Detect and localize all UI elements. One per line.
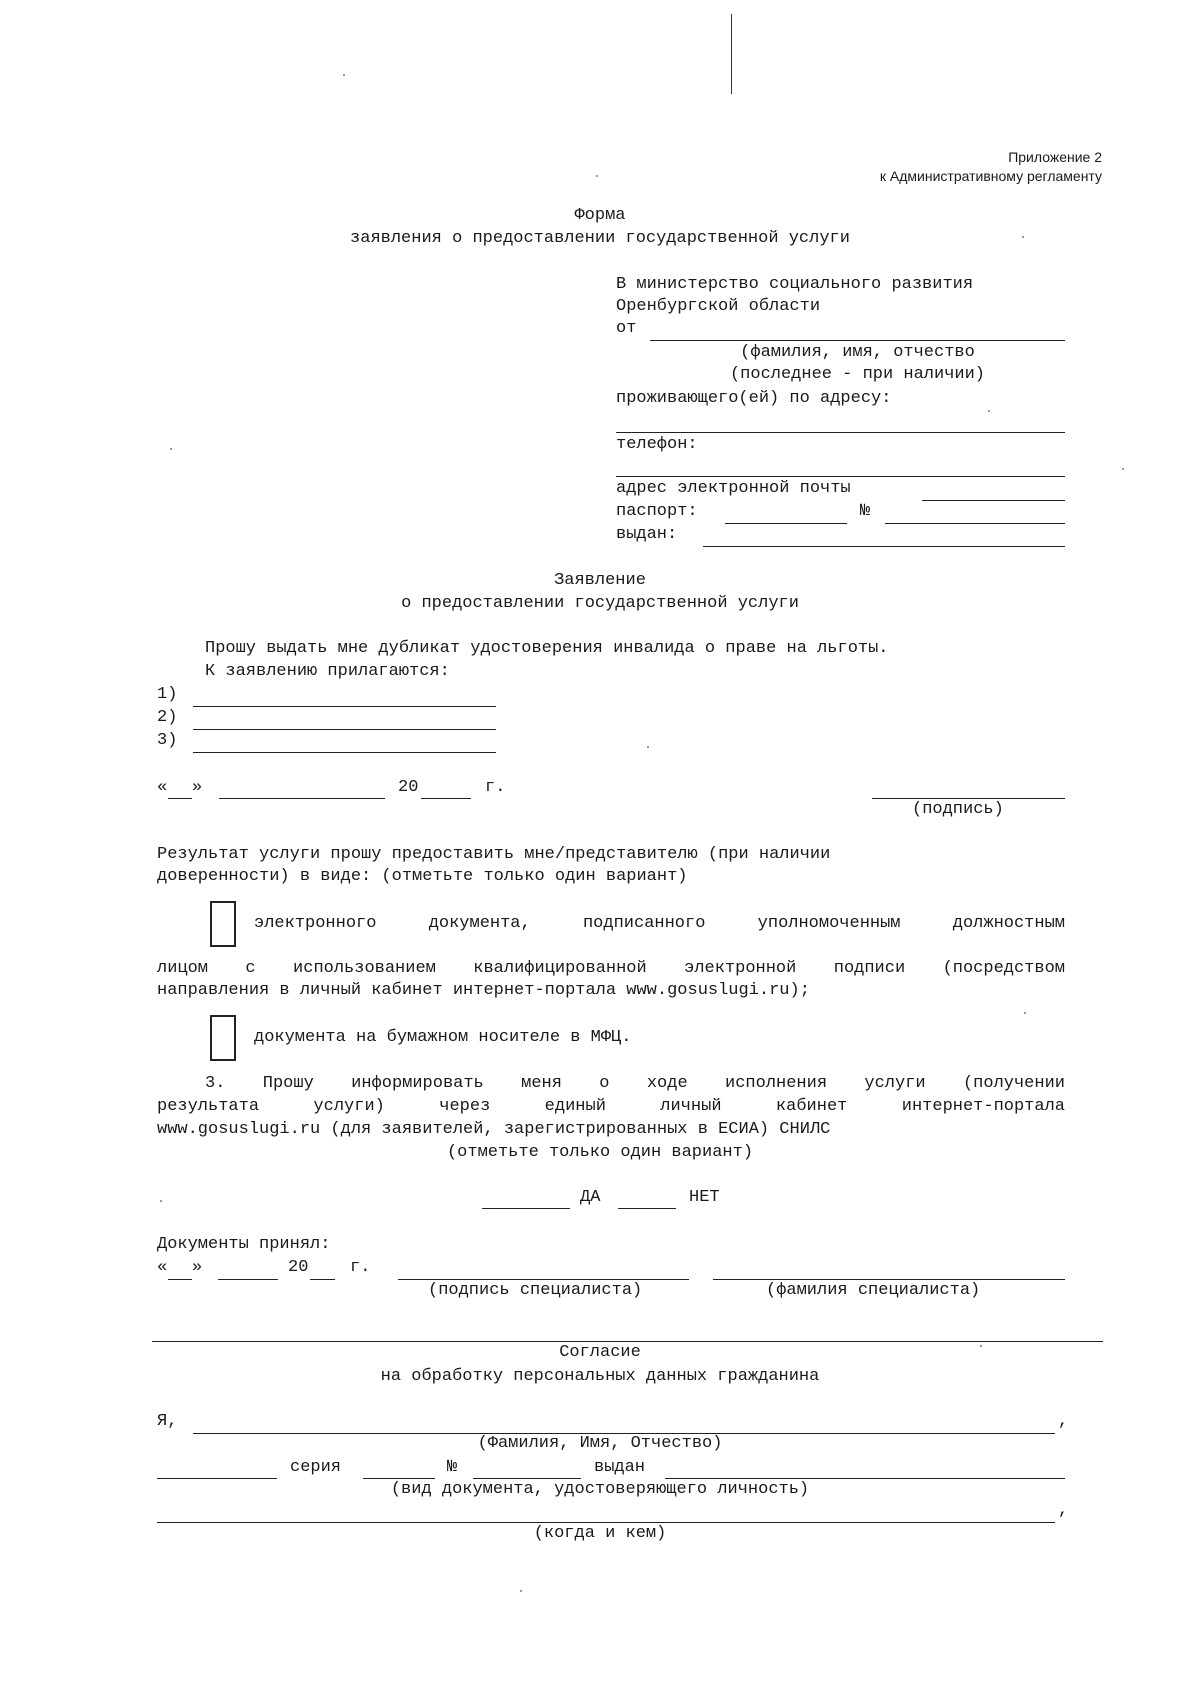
specialist-name-hint: (фамилия специалиста) <box>766 1281 981 1300</box>
addressee-region: Оренбургской области <box>616 297 821 316</box>
fio-hint-note: (последнее - при наличии) <box>729 365 986 384</box>
consent-subtitle: на обработку персональных данных гражданина <box>380 1367 820 1386</box>
phone-field[interactable] <box>616 476 1065 477</box>
option-paper-label: документа на бумажном носителе в МФЦ. <box>254 1028 632 1047</box>
consent-when-hint: (когда и кем) <box>533 1524 667 1543</box>
consent-fio-hint: (Фамилия, Имя, Отчество) <box>477 1434 723 1453</box>
consent-series-label: серия <box>290 1458 342 1477</box>
yes-label: ДА <box>580 1188 601 1207</box>
attachment-number: 1) <box>157 685 178 704</box>
accepted-year-field[interactable] <box>310 1279 335 1280</box>
date-month-field[interactable] <box>219 798 385 799</box>
accepted-month-field[interactable] <box>218 1279 278 1280</box>
consent-when-comma: , <box>1058 1501 1069 1520</box>
consent-number-sign: № <box>447 1458 458 1477</box>
option-electronic-cont: лицом с использованием квалифицированной электронной подписи (посредством <box>157 959 1065 978</box>
specialist-signature-hint: (подпись специалиста) <box>428 1281 643 1300</box>
statement-title: Заявление <box>554 571 646 590</box>
date-quote-open: « <box>157 778 168 797</box>
appendix-number: Приложение 2 <box>1008 149 1102 165</box>
addressee-line: В министерство социального развития <box>616 275 974 294</box>
passport-number-sign: № <box>860 502 871 521</box>
attachment-number: 2) <box>157 708 178 727</box>
attachment-field[interactable] <box>193 706 496 707</box>
no-label: НЕТ <box>689 1188 720 1207</box>
attached-label: К заявлению прилагаются: <box>205 662 450 681</box>
accepted-label: Документы принял: <box>157 1235 331 1254</box>
no-field[interactable] <box>618 1208 676 1209</box>
result-intro-cont: доверенности) в виде: (отметьте только один вариант) <box>157 867 688 886</box>
accepted-year-suffix: г. <box>350 1258 371 1277</box>
scan-mark <box>731 14 732 94</box>
fio-hint: (фамилия, имя, отчество <box>740 343 975 362</box>
scan-speck <box>1024 1012 1026 1014</box>
inform-request: 3. Прошу информировать меня о ходе исполнения услуги (получении <box>205 1074 1065 1093</box>
phone-label: телефон: <box>616 435 698 454</box>
scan-speck <box>596 175 598 177</box>
consent-i-label: Я, <box>157 1412 178 1431</box>
signature-hint: (подпись) <box>912 800 1004 819</box>
date-quote-close: » <box>192 778 203 797</box>
from-field[interactable] <box>650 340 1065 341</box>
issued-label: выдан: <box>616 525 678 544</box>
consent-issued-label: выдан <box>594 1458 646 1477</box>
email-label: адрес электронной почты <box>616 479 851 498</box>
statement-request: Прошу выдать мне дубликат удостоверения инвалида о праве на льготы. <box>205 639 889 658</box>
inform-hint: (отметьте только один вариант) <box>446 1143 754 1162</box>
accepted-year-prefix: 20 <box>288 1258 309 1277</box>
inform-request-cont2: www.gosuslugi.ru (для заявителей, зарегистрированных в ЕСИА) СНИЛС <box>157 1120 831 1139</box>
attachment-number: 3) <box>157 731 178 750</box>
scan-speck <box>647 746 649 748</box>
consent-title: Согласие <box>559 1343 641 1362</box>
passport-number-field[interactable] <box>885 523 1065 524</box>
accepted-day-field[interactable] <box>168 1279 192 1280</box>
option-electronic-label: электронного документа, подписанного уполномоченным должностным <box>254 914 1065 933</box>
from-label: от <box>616 319 637 338</box>
appendix-reference: к Административному регламенту <box>879 168 1102 184</box>
scan-speck <box>520 1590 522 1592</box>
scan-speck <box>343 74 345 76</box>
consent-doc-hint: (вид документа, удостоверяющего личность) <box>390 1480 810 1499</box>
address-label: проживающего(ей) по адресу: <box>616 389 892 408</box>
attachment-field[interactable] <box>193 729 496 730</box>
statement-subtitle: о предоставлении государственной услуги <box>401 594 799 613</box>
yes-field[interactable] <box>482 1208 570 1209</box>
date-day-field[interactable] <box>168 798 192 799</box>
result-intro: Результат услуги прошу предоставить мне/представителю (при наличии <box>157 845 831 864</box>
date-year-prefix: 20 <box>398 778 419 797</box>
accepted-date-open: « <box>157 1258 168 1277</box>
electronic-document-checkbox[interactable] <box>210 901 236 947</box>
scan-speck <box>170 448 172 450</box>
address-field[interactable] <box>616 432 1065 433</box>
accepted-date-close: » <box>192 1258 203 1277</box>
date-year-field[interactable] <box>421 798 471 799</box>
scan-speck <box>988 410 990 412</box>
form-title: Форма <box>574 206 626 225</box>
passport-series-field[interactable] <box>725 523 847 524</box>
attachment-field[interactable] <box>193 752 496 753</box>
scan-speck <box>160 1200 162 1202</box>
scan-speck <box>1122 468 1124 470</box>
inform-request-cont: результата услуги) через единый личный кабинет интернет-портала <box>157 1097 1065 1116</box>
form-subtitle: заявления о предоставлении государственной услуги <box>350 229 850 248</box>
consent-fio-comma: , <box>1058 1412 1069 1431</box>
date-year-suffix: г. <box>485 778 506 797</box>
paper-document-checkbox[interactable] <box>210 1015 236 1061</box>
option-electronic-cont2: направления в личный кабинет интернет-портала www.gosuslugi.ru); <box>157 981 810 1000</box>
passport-label: паспорт: <box>616 502 698 521</box>
email-field[interactable] <box>922 500 1065 501</box>
issued-field[interactable] <box>703 546 1065 547</box>
